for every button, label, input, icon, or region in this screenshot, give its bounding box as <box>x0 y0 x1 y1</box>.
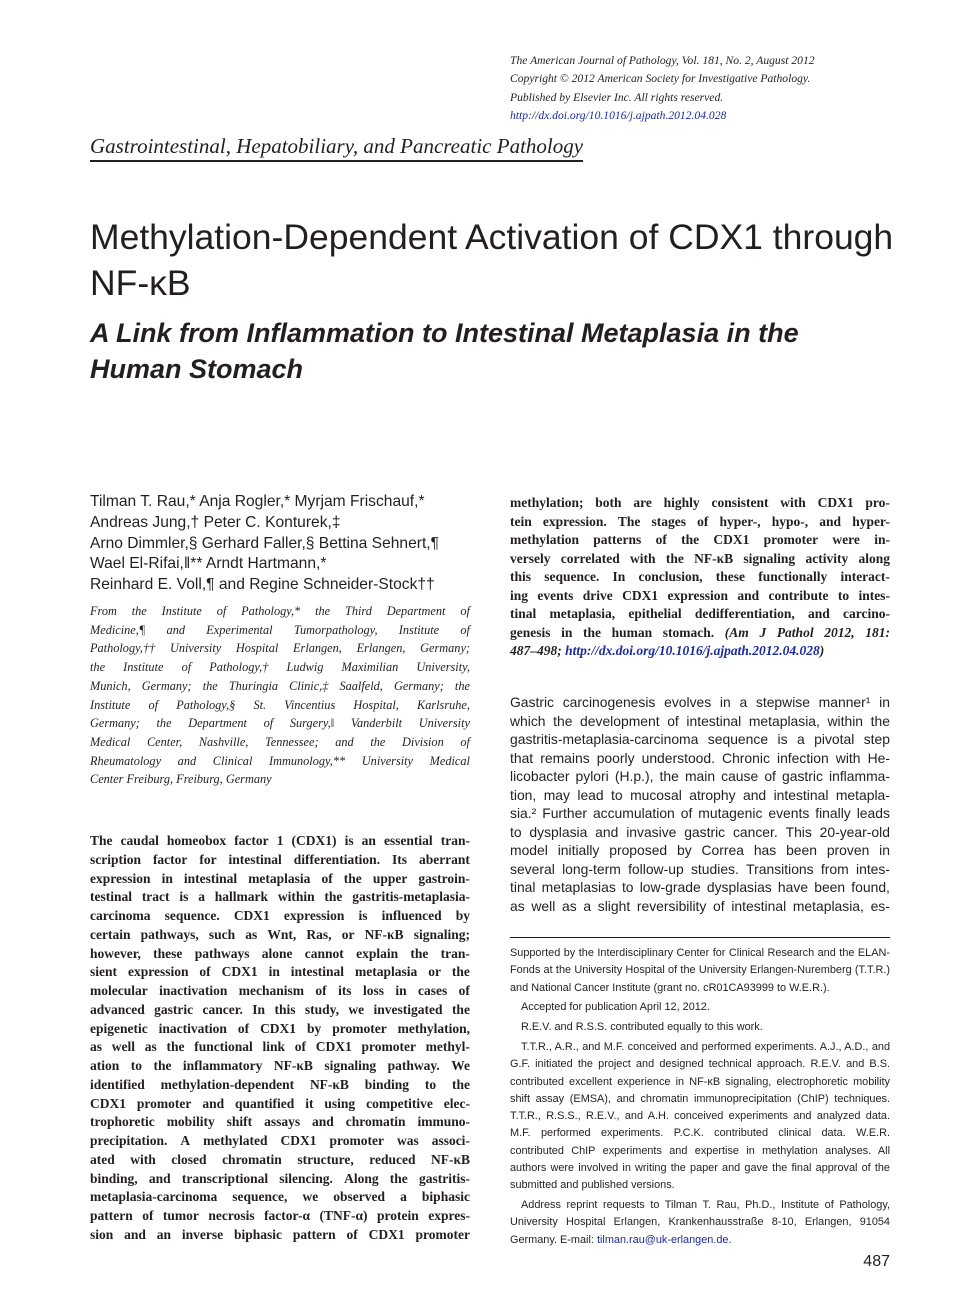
reprint-note <box>510 1197 890 1249</box>
journal-doi-link[interactable]: http://dx.doi.org/10.1016/j.ajpath.2012.04.028 <box>510 108 727 122</box>
abstract-line: precipitation. A methylated CDX1 promoter was associ- <box>90 1133 470 1148</box>
abstract-line: genesis in the human stomach. (Am J Pathol 2012, 181: <box>510 624 890 640</box>
abstract-line: tein expression. The stages of hyper-, hypo-, and hyper- <box>510 513 890 529</box>
abstract-line: trophoretic mobility shift assays and chromatin immuno- <box>90 1114 470 1130</box>
abstract-left <box>90 832 470 1245</box>
author-line: Tilman T. Rau,* Anja Rogler,* Myrjam Frischauf,* <box>90 493 425 510</box>
abstract-line: sient expression of CDX1 in intestinal metaplasia or the <box>90 964 470 980</box>
abstract-line: versely correlated with the NF-κB signaling activity along <box>510 550 890 566</box>
body-line: licobacter pylori (H.p.), the main cause of gastric inflamma- <box>510 768 890 784</box>
affiliation-line: the Institute of Pathology,† Ludwig Maximilian University, <box>90 660 470 675</box>
abstract-line: testinal tract is a hallmark within the gastritis-metaplasia- <box>90 889 470 905</box>
abstract-line: pattern of tumor necrosis factor-α (TNF-α) protein expres- <box>90 1208 470 1223</box>
abstract-line: ation to the inflammatory NF-κB signaling pathway. We <box>90 1058 470 1073</box>
affiliation-line: Medical Center, Nashville, Tennessee; and the Division of <box>90 734 470 749</box>
affiliation-line: From the Institute of Pathology,* the Third Department of <box>90 604 470 618</box>
abstract-line: sion and an inverse biphasic pattern of CDX1 promoter <box>90 1226 470 1242</box>
funding-note: Supported by the Interdisciplinary Center for Clinical Research and the ELAN-Fonds at the University Hospital of the University Erlangen-Nuremberg (T.T.R.) and National Cancer Institute (grant no. cR01CA93999 to W.E.R.). <box>510 947 890 994</box>
abstract-line: The caudal homeobox factor 1 (CDX1) is an essential tran- <box>90 833 470 848</box>
accepted-note: Accepted for publication April 12, 2012. <box>521 1001 710 1014</box>
affiliation-line: Germany; the Department of Surgery,‖ Vanderbilt University <box>90 716 470 731</box>
affiliation-line: Munich, Germany; the Thuringia Clinic,‡ Saalfeld, Germany; the <box>90 678 470 693</box>
affiliation-line: Rheumatology and Clinical Immunology,** University Medical <box>90 753 470 768</box>
journal-header <box>510 52 930 125</box>
reprint-text: Address reprint requests to Tilman T. Rau, Ph.D., Institute of Pathology, University Hospital Erlangen, Krankenhausstraße 8-10, Erlangen, 91054 Germany. E-mail: <box>510 1199 890 1246</box>
body-line: model initially proposed by Correa has been proven in <box>510 842 890 858</box>
article-subtitle <box>90 315 850 387</box>
abstract-line: however, these pathways alone cannot explain the tran- <box>90 945 470 961</box>
author-line: Wael El-Rifai,‖** Arndt Hartmann,* <box>90 555 327 573</box>
body-line: gastritis-metaplasia-carcinoma sequence is a pivotal step <box>510 731 890 747</box>
affiliation-line: Pathology,†† University Hospital Erlangen, Erlangen, Germany; <box>90 641 470 656</box>
body-line: as well as a slight reversibility of intestinal metaplasia, es- <box>510 897 890 914</box>
subtitle-line-1: A Link from Inflammation to Intestinal Metaplasia in the <box>90 318 799 348</box>
article-title <box>90 214 920 306</box>
abstract-line: certain pathways, such as Wnt, Ras, or NF-κB signaling; <box>90 926 470 942</box>
abstract-line: as well as the functional link of CDX1 promoter methyl- <box>90 1039 470 1055</box>
author-line: Andreas Jung,† Peter C. Konturek,‡ <box>90 513 341 531</box>
abstract-line: this sequence. In conclusion, these functionally interact- <box>510 569 890 584</box>
abstract-line: scription factor for intestinal differentiation. Its aberrant <box>90 851 470 867</box>
body-line: that remains poorly understood. Chronic infection with He- <box>510 749 890 766</box>
body-line: which the development of intestinal metaplasia, within the <box>510 712 890 729</box>
body-line: tion, may lead to mucosal atrophy and intestinal metapla- <box>510 786 890 803</box>
author-line: Reinhard E. Voll,¶ and Regine Schneider-Stock†† <box>90 576 435 594</box>
abstract-line: ated with closed chromatin structure, reduced NF-κB <box>90 1151 470 1167</box>
body-line: several long-term follow-up studies. Transitions from intes- <box>510 860 890 877</box>
footnote-divider <box>510 937 890 938</box>
abstract-line: ing events drive CDX1 expression and contribute to intes- <box>510 587 890 603</box>
abstract-right <box>510 494 890 661</box>
journal-citation: The American Journal of Pathology, Vol. 181, No. 2, August 2012 <box>510 54 815 67</box>
abstract-citation-line <box>510 642 890 661</box>
footnotes <box>510 945 890 1252</box>
body-line: to dysplasia and invasive gastric cancer. This 20-year-old <box>510 823 890 840</box>
abstract-line: expression in intestinal metaplasia of the upper gastroin- <box>90 870 470 886</box>
citation-pages: 487–498; <box>510 643 562 658</box>
abstract-line: carcinoma sequence. CDX1 expression is influenced by <box>90 908 470 923</box>
author-list <box>90 492 490 596</box>
abstract-line: identified methylation-dependent NF-κB binding to the <box>90 1076 470 1092</box>
abstract-line: methylation patterns of the CDX1 promoter were in- <box>510 532 890 547</box>
reprint-end: . <box>728 1233 732 1246</box>
abstract-line: molecular inactivation mechanism of its loss in cases of <box>90 983 470 998</box>
citation-close: ) <box>819 643 825 658</box>
body-line: tinal metaplasias to low-grade dysplasias have been found, <box>510 879 890 895</box>
affiliations <box>90 602 470 789</box>
body-line: Gastric carcinogenesis evolves in a stepwise manner¹ in <box>510 694 890 710</box>
title-line-1: Methylation-Dependent Activation of CDX1 through <box>90 217 894 257</box>
abstract-line: epigenetic inactivation of CDX1 by promoter methylation, <box>90 1020 470 1036</box>
abstract-line: tinal metaplasia, epithelial dedifferentiation, and carcino- <box>510 606 890 621</box>
author-line: Arno Dimmler,§ Gerhard Faller,§ Bettina Sehnert,¶ <box>90 534 439 552</box>
abstract-line: binding, and transcriptional silencing. Along the gastritis- <box>90 1170 470 1186</box>
affiliation-line: Center Freiburg, Freiburg, Germany <box>90 772 272 787</box>
subtitle-line-2: Human Stomach <box>90 354 304 384</box>
abstract-line: methylation; both are highly consistent with CDX1 pro- <box>510 495 890 510</box>
abstract-line: CDX1 promoter and quantified it using competitive elec- <box>90 1095 470 1111</box>
body-text <box>510 693 890 915</box>
copyright-line: Copyright © 2012 American Society for Investigative Pathology. <box>510 72 811 86</box>
abstract-line: advanced gastric cancer. In this study, we investigated the <box>90 1001 470 1017</box>
body-line: sia.² Further accumulation of mutagenic events finally leads <box>510 805 890 821</box>
page-number: 487 <box>863 1253 890 1270</box>
email-link[interactable]: tilman.rau@uk-erlangen.de <box>596 1233 729 1246</box>
affiliation-line: Institute of Pathology,§ St. Vincentius Hospital, Karlsruhe, <box>90 697 470 712</box>
section-heading: Gastrointestinal, Hepatobiliary, and Pancreatic Pathology <box>90 133 583 162</box>
title-line-2: NF-κB <box>90 263 191 303</box>
citation-doi-link[interactable]: http://dx.doi.org/10.1016/j.ajpath.2012.04.028 <box>565 643 820 658</box>
equal-contribution-note: R.E.V. and R.S.S. contributed equally to this work. <box>521 1021 763 1034</box>
publisher-line: Published by Elsevier Inc. All rights reserved. <box>510 90 724 104</box>
affiliation-line: Medicine,¶ and Experimental Tumorpathology, Institute of <box>90 622 470 637</box>
abstract-line: metaplasia-carcinoma sequence, we observed a biphasic <box>90 1189 470 1205</box>
author-contributions-note: T.T.R., A.R., and M.F. conceived and performed experiments. A.J., A.D., and G.F. initiated the project and designed technical approach. R.E.V. and B.S. contributed excellent experience in NF-κB signaling, electrophoretic mobility shift assay (EMSA), and chromatin immunoprecipitation (ChIP) techniques. T.T.R., R.S.S., R.E.V., and A.H. conceived experiments and analyzed data. M.F. performed experiments. P.C.K. contributed clinical data. W.E.R. contributed ChIP experiments and expertise in methylation analyses. All authors were involved in writing the paper and gave the final approval of the submitted and published versions. <box>510 1040 890 1192</box>
